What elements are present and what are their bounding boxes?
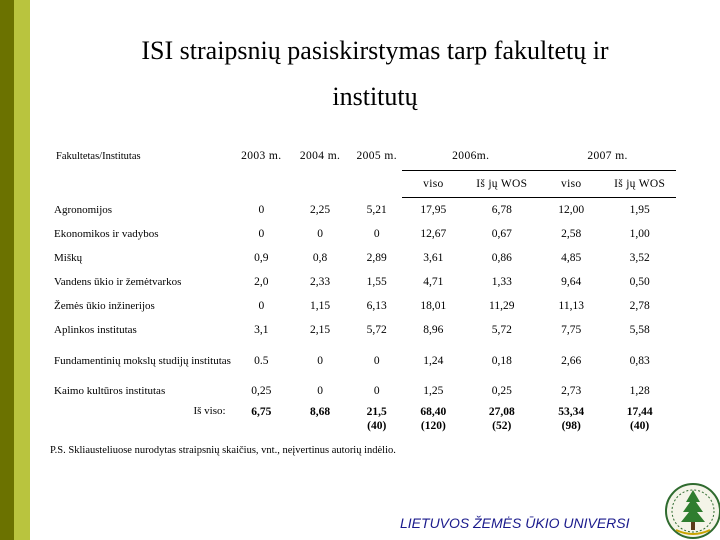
cell-2007-wos: 0,83 <box>629 354 650 367</box>
cell-2007-wos: 1,28 <box>629 385 650 397</box>
cell-2006-viso: 4,71 <box>423 276 444 288</box>
cell-2007-wos: 3,52 <box>629 252 650 264</box>
cell-2005: 6,13 <box>366 300 387 312</box>
cell-2007-viso: 7,75 <box>561 324 582 336</box>
subheader-2007-wos: Iš jų WOS <box>603 171 676 198</box>
cell-2006-wos: 11,29 <box>489 300 515 312</box>
cell-2006-wos: 5,72 <box>491 324 512 336</box>
header-2007: 2007 m. <box>587 150 628 162</box>
cell-2007-wos: 1,00 <box>629 228 650 240</box>
cell-2004: 2,15 <box>310 324 331 336</box>
cell-2005: 1,55 <box>366 276 387 288</box>
cell-2004: 0 <box>317 385 323 397</box>
cell-2005: 2,89 <box>366 252 387 264</box>
header-faculty: Fakultetas/Institutas <box>56 150 141 162</box>
table-row <box>54 198 676 223</box>
table-row <box>54 270 676 294</box>
header-2006: 2006m. <box>452 150 490 162</box>
row-name: Kaimo kultūros institutas <box>54 385 166 397</box>
row-name: Ekonomikos ir vadybos <box>54 228 159 240</box>
university-logo-tree-icon <box>662 478 720 540</box>
cell-2007-wos: 5,58 <box>629 324 650 336</box>
cell-2005: 5,21 <box>366 203 387 216</box>
subheader-2006-viso: viso <box>402 171 464 198</box>
header-2003: 2003 m. <box>241 150 282 163</box>
sidebar-decoration-dark <box>0 0 14 540</box>
cell-2006-viso: 8,96 <box>423 324 444 336</box>
total-2006-wos-count: (52) <box>492 420 512 432</box>
cell-2005: 0 <box>373 354 380 367</box>
row-name: Agronomijos <box>54 203 113 216</box>
total-2007-viso-count: (98) <box>561 420 581 432</box>
slide-title-line-2: institutų <box>332 82 418 111</box>
total-2007-wos-count: (40) <box>630 420 650 432</box>
total-2007-wos <box>603 403 676 445</box>
cell-2004: 2,25 <box>310 203 331 216</box>
total-2004: 8,68 <box>310 406 331 418</box>
sidebar-decoration-light <box>14 0 30 540</box>
university-name: LIETUVOS ŽEMĖS ŪKIO UNIVERSI <box>400 515 630 531</box>
cell-2007-viso: 2,58 <box>561 228 582 240</box>
cell-2006-viso: 1,25 <box>423 385 444 397</box>
row-name: Miškų <box>54 252 83 264</box>
cell-2004: 2,33 <box>310 276 331 288</box>
cell-2006-viso: 18,01 <box>420 300 447 312</box>
total-2007-viso-value: 53,34 <box>558 406 585 418</box>
total-2005 <box>351 403 402 445</box>
cell-2004: 0 <box>317 228 323 240</box>
cell-2007-viso: 2,66 <box>561 354 582 367</box>
header-2005: 2005 m. <box>356 150 397 163</box>
cell-2003: 0,9 <box>254 252 269 264</box>
cell-2006-viso: 1,24 <box>423 354 444 367</box>
slide-title-line-1: ISI straipsnių pasiskirstymas tarp fakultetų ir <box>141 36 609 65</box>
subheader-2006-wos: Iš jų WOS <box>464 171 539 198</box>
cell-2007-wos: 2,78 <box>629 300 650 312</box>
total-2006-viso <box>402 403 464 445</box>
cell-2004: 0,8 <box>312 252 328 264</box>
row-name: Žemės ūkio inžinerijos <box>54 300 155 312</box>
cell-2007-viso: 12,00 <box>558 204 585 216</box>
cell-2006-viso: 12,67 <box>420 228 447 240</box>
cell-2007-viso: 2,73 <box>561 385 582 397</box>
footnote: P.S. Skliausteliuose nurodytas straipsnių skaičius, vnt., neįvertinus autorių indėlio. <box>50 445 396 456</box>
cell-2003: 0.5 <box>254 354 269 367</box>
cell-2006-viso: 3,61 <box>423 252 444 264</box>
total-2006-viso-value: 68,40 <box>420 406 447 418</box>
cell-2003: 3,1 <box>254 324 269 336</box>
cell-2003: 0 <box>258 203 265 216</box>
publications-table <box>54 142 676 445</box>
cell-2005: 0 <box>373 228 380 240</box>
cell-2007-wos: 0,50 <box>629 276 650 288</box>
row-name: Fundamentinių mokslų studijų institutas <box>54 354 231 367</box>
total-2003: 6,75 <box>251 406 272 418</box>
cell-2007-viso: 4,85 <box>561 252 582 264</box>
row-name: Aplinkos institutas <box>54 324 137 336</box>
total-2005-count: (40) <box>367 420 387 432</box>
cell-2004: 0 <box>317 354 323 367</box>
cell-2006-wos: 1,33 <box>491 276 512 288</box>
total-2007-wos-value: 17,44 <box>626 406 653 418</box>
cell-2003: 0 <box>258 228 265 240</box>
table-row <box>54 318 676 342</box>
cell-2006-wos: 0,18 <box>491 354 512 367</box>
cell-2005: 5,72 <box>366 324 387 336</box>
table-total-row <box>54 403 676 445</box>
table-row <box>54 246 676 270</box>
row-name: Vandens ūkio ir žemėtvarkos <box>54 276 182 288</box>
cell-2003: 0,25 <box>251 385 272 397</box>
cell-2006-wos: 0,25 <box>491 385 512 397</box>
cell-2006-wos: 0,67 <box>491 228 512 240</box>
table-row <box>54 294 676 318</box>
subheader-2007-viso: viso <box>539 171 603 198</box>
header-2004: 2004 m. <box>299 150 341 163</box>
table-row <box>54 379 676 403</box>
cell-2005: 0 <box>373 385 380 397</box>
table-row <box>54 222 676 246</box>
cell-2006-wos: 6,78 <box>491 204 512 216</box>
cell-2007-wos: 1,95 <box>629 204 650 216</box>
total-2006-viso-count: (120) <box>420 420 446 432</box>
total-2005-value: 21,5 <box>366 406 387 418</box>
cell-2007-viso: 9,64 <box>561 276 582 288</box>
total-2006-wos <box>464 403 539 445</box>
table-row <box>54 342 676 379</box>
table-header-row <box>54 142 676 171</box>
cell-2004: 1,15 <box>310 300 331 312</box>
total-2006-wos-value: 27,08 <box>488 406 515 418</box>
cell-2006-wos: 0,86 <box>491 252 512 264</box>
cell-2007-viso: 11,13 <box>558 300 584 312</box>
total-2007-viso <box>539 403 603 445</box>
total-label: Iš viso: <box>193 405 226 417</box>
table-subheader-row <box>54 171 676 198</box>
cell-2003: 0 <box>258 300 265 312</box>
cell-2003: 2,0 <box>254 276 269 288</box>
cell-2006-viso: 17,95 <box>420 204 447 216</box>
